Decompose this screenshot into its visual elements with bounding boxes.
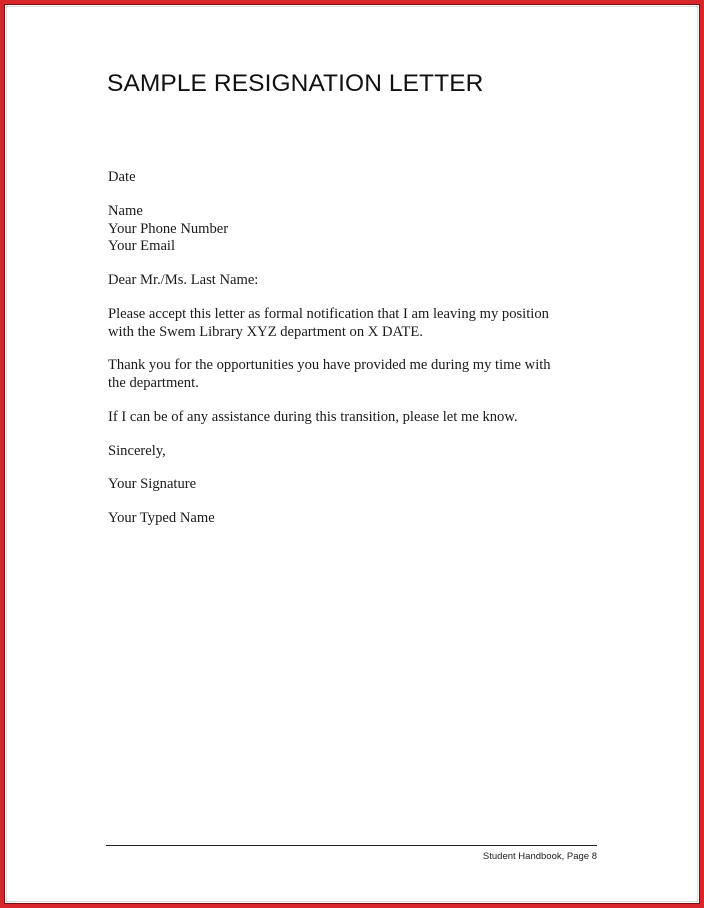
footer-page-label: Student Handbook, Page 8 [482,851,597,862]
paragraph-line: Please accept this letter as formal notification that I am leaving my position [108,306,549,322]
date-line: Date [108,169,136,185]
paragraph-line: Thank you for the opportunities you have provided me during my time with [108,357,551,373]
paragraph-notification [108,306,549,341]
signature-line: Your Signature [108,476,197,492]
salutation: Dear Mr./Ms. Last Name: [108,272,259,288]
sender-name: Name [108,203,143,219]
footer-divider [106,845,597,846]
paragraph-line: with the Swem Library XYZ department on X DATE. [108,323,423,340]
document-title: SAMPLE RESIGNATION LETTER [107,70,484,97]
paragraph-line: If I can be of any assistance during this transition, please let me know. [108,409,518,425]
sender-phone: Your Phone Number [108,220,229,237]
typed-name-line: Your Typed Name [108,510,215,526]
paragraph-thanks [108,357,551,392]
paragraph-assistance [108,409,518,427]
paragraph-line: the department. [108,374,199,391]
sender-email: Your Email [108,238,176,254]
closing: Sincerely, [108,443,166,459]
sender-block [108,203,228,256]
